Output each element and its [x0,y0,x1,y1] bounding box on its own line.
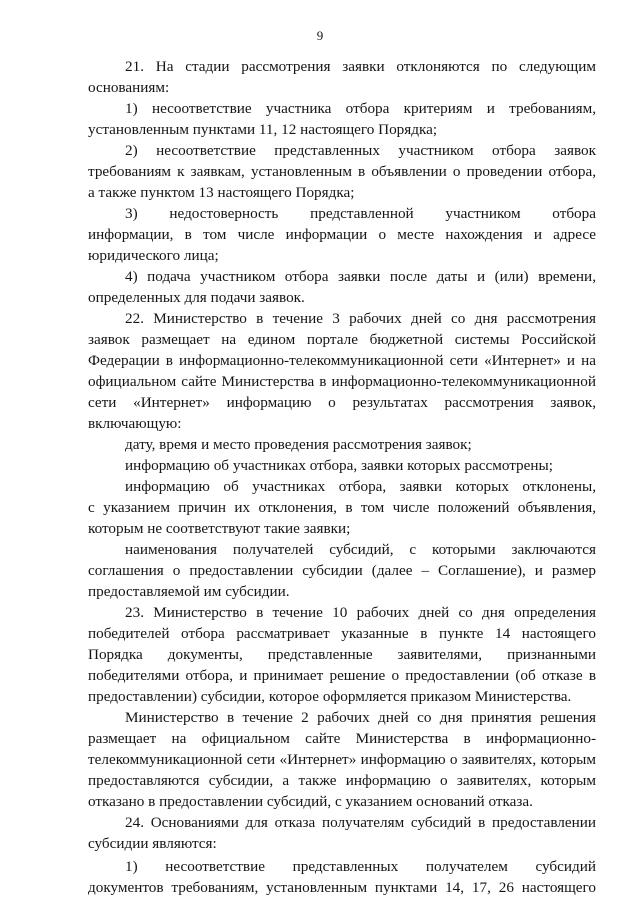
text-line: 2) несоответствие представленных участником отбора заявок [125,142,596,159]
text-line: документов требованиям, установленным пунктами 14, 17, 26 настоящего [88,879,596,896]
text-line: 21. На стадии рассмотрения заявки отклоняются по следующим [125,58,596,75]
text-line: установленным пунктами 11, 12 настоящего Порядка; [88,121,438,138]
text-line: 3) недостоверность представленной участником отбора [125,205,596,222]
text-line: 24. Основаниями для отказа получателям субсидий в предоставлении [125,814,596,831]
text-line: информации, в том числе информации о месте нахождения и адресе [88,226,596,243]
text-line: юридического лица; [88,247,219,264]
text-line: Министерство в течение 2 рабочих дней со дня принятия решения [125,709,596,726]
text-line: Федерации в информационно-телекоммуникационной сети «Интернет» и на [88,352,596,369]
text-line: субсидии являются: [88,835,217,852]
text-line: предоставляемой им субсидии. [88,583,290,600]
text-line: которым не соответствуют такие заявки; [88,520,351,537]
page-number: 9 [316,28,324,43]
text-line: отказано в предоставлении субсидий, с указанием оснований отказа. [88,793,533,810]
text-line: основаниям: [88,79,170,96]
text-line: заявок размещает на едином портале бюджетной системы Российской [88,331,596,348]
text-line: победителей отбора рассматривает указанные в пункте 14 настоящего [88,625,596,642]
text-line: с указанием причин их отклонения, в том числе положений объявления, [88,499,596,516]
text-line: информацию об участниках отбора, заявки которых отклонены, [125,478,596,495]
text-line: телекоммуникационной сети «Интернет» информацию о заявителях, которым [88,751,596,768]
text-line: официальном сайте Министерства в информационно-телекоммуникационной [88,373,596,390]
text-line: победителями отбора, и принимает решение о предоставлении (об отказе в [88,667,596,684]
text-line: Порядка документы, представленные заявителями, признанными [88,646,596,663]
text-line: определенных для подачи заявок. [88,289,305,306]
text-line: соглашения о предоставлении субсидии (далее – Соглашение), и размер [88,562,596,579]
text-line: наименования получателей субсидий, с которыми заключаются [125,541,596,558]
text-line: предоставляются субсидии, а также информацию о заявителях, которым [88,772,596,789]
text-line: 23. Министерство в течение 10 рабочих дней со дня определения [125,604,596,621]
text-line: а также пунктом 13 настоящего Порядка; [88,184,355,201]
text-line: размещает на официальном сайте Министерства в информационно- [88,730,596,747]
text-line: предоставлении) субсидии, которое оформляется приказом Министерства. [88,688,572,705]
text-line: 22. Министерство в течение 3 рабочих дней со дня рассмотрения [125,310,596,327]
text-line: 1) несоответствие представленных получателем субсидий [125,858,596,875]
text-line: информацию об участниках отбора, заявки которых рассмотрены; [125,457,553,474]
text-line: дату, время и место проведения рассмотрения заявок; [125,436,472,453]
text-line: сети «Интернет» информацию о результатах рассмотрения заявок, [88,394,596,411]
text-line: 4) подача участником отбора заявки после даты и (или) времени, [125,268,596,285]
text-line: требованиям к заявкам, установленным в объявлении о проведении отбора, [88,163,596,180]
text-line: включающую: [88,415,182,432]
text-line: 1) несоответствие участника отбора критериям и требованиям, [125,100,596,117]
